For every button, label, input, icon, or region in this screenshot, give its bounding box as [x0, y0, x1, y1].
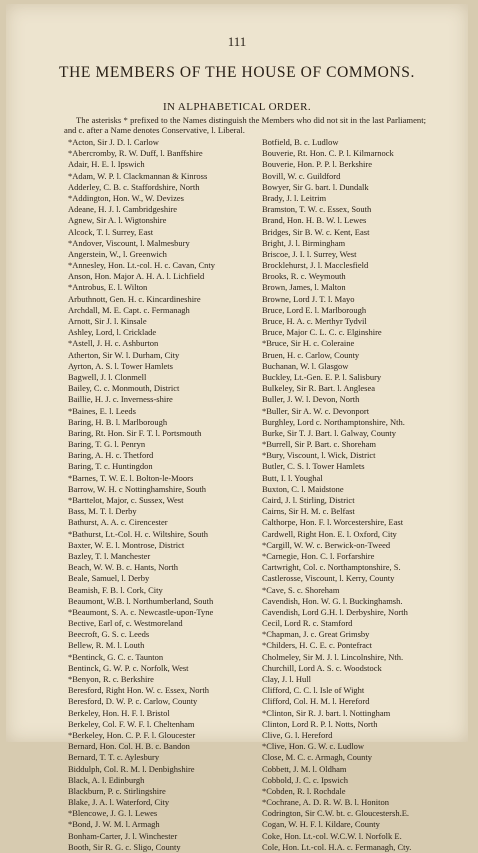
- member-entry: *Adam, W. P. l. Clackmannan & Kinross: [68, 170, 208, 181]
- member-entry: *Cave, S. c. Shoreham: [262, 584, 340, 595]
- member-entry: Atherton, Sir W. l. Durham, City: [68, 349, 180, 360]
- member-entry: Bruce, H. A. c. Merthyr Tydvil: [262, 316, 367, 326]
- member-entry: Buller, J. W. l. Devon, North: [262, 394, 360, 405]
- member-entry: *Bathurst, Lt.-Col. H. c. Wiltshire, South: [68, 528, 208, 539]
- member-entry: Archdall, M. E. Capt. c. Fermanagh: [68, 304, 190, 315]
- member-entry: Beach, W. W. B. c. Hants, North: [68, 562, 179, 573]
- member-entry: *Burrell, Sir P. Bart. c. Shoreham: [262, 439, 377, 450]
- member-entry: Butler, C. S. l. Tower Hamlets: [262, 461, 365, 472]
- member-entry: Anson, Hon. Major A. H. A. l. Lichfield: [68, 271, 205, 282]
- member-entry: *Chapman, J. c. Great Grimsby: [262, 629, 370, 640]
- member-entry: *Cargill, W. W. c. Berwick-on-Tweed: [262, 539, 391, 550]
- member-entry: Coke, Hon. Lt.-col. W.C.W. l. Norfolk E.: [262, 830, 402, 841]
- member-entry: Bruen, H. c. Carlow, County: [262, 349, 360, 360]
- member-entry: Cartwright, Col. c. Northamptonshire, S.: [262, 562, 401, 573]
- members-column-left: [68, 137, 256, 853]
- member-entry: Bovill, W. c. Guildford: [262, 170, 341, 181]
- member-entry: *Bond, J. W. M. l. Armagh: [68, 819, 160, 830]
- member-entry: Adderley, C. B. c. Staffordshire, North: [68, 181, 200, 192]
- member-entry: Biddulph, Col. R. M. l. Denbighshire: [68, 763, 195, 774]
- member-entry: Bazley, T. l. Manchester: [68, 550, 151, 561]
- member-entry: Brocklehurst, J. l. Macclesfield: [262, 260, 369, 271]
- member-entry: Baring, A. H. c. Thetford: [68, 450, 154, 461]
- member-entry: Bonham-Carter, J. l. Winchester: [68, 830, 178, 841]
- member-entry: *Benyon, R. c. Berkshire: [68, 674, 154, 684]
- member-entry: Burghley, Lord c. Northamptonshire, Nth.: [262, 416, 405, 427]
- member-entry: Bective, Earl of, c. Westmoreland: [68, 618, 183, 629]
- member-entry: Bailey, C. c. Monmouth, District: [68, 383, 180, 394]
- member-entry: *Cochrane, A. D. R. W. B. l. Honiton: [262, 797, 390, 808]
- member-entry: Ayrton, A. S. l. Tower Hamlets: [68, 360, 173, 371]
- member-entry: Churchill, Lord A. S. c. Woodstock: [262, 662, 382, 673]
- member-entry: *Blencowe, J. G. l. Lewes: [68, 808, 158, 819]
- member-entry: Buxton, C. l. Maidstone: [262, 483, 344, 494]
- members-column-right: [262, 137, 446, 853]
- member-entry: Buchanan, W. l. Glasgow: [262, 360, 349, 371]
- member-entry: Bentinck, G. W. P. c. Norfolk, West: [68, 662, 189, 673]
- member-entry: Bagwell, J. l. Clonmell: [68, 371, 147, 382]
- member-entry: *Addington, Hon. W., W. Devizes: [68, 192, 184, 203]
- member-entry: *Barnes, T. W. E. l. Bolton-le-Moors: [68, 472, 194, 483]
- member-entry: Baring, T. G. l. Penryn: [68, 439, 146, 450]
- member-entry: Bass, M. T. l. Derby: [68, 506, 137, 517]
- member-entry: Bulkeley, Sir R. Bart. l. Anglesea: [262, 383, 376, 394]
- member-entry: Brooks, R. c. Weymouth: [262, 271, 346, 282]
- member-entry: *Childers, H. C. E. c. Pontefract: [262, 640, 373, 651]
- member-entry: Cole, Hon. Lt.-col. H.A. c. Fermanagh, Cty.: [262, 841, 412, 852]
- member-entry: Bridges, Sir B. W. c. Kent, East: [262, 226, 370, 237]
- member-entry: Cavendish, Hon. W. G. l. Buckinghamsh.: [262, 595, 403, 606]
- member-entry: *Barttelot, Major, c. Sussex, West: [68, 495, 184, 505]
- member-entry: Agnew, Sir A. l. Wigtonshire: [68, 215, 167, 226]
- member-entry: Booth, Sir R. G. c. Sligo, County: [68, 841, 181, 852]
- member-entry: *Bentinck, G. C. c. Taunton: [68, 651, 164, 662]
- member-entry: Clinton, Lord R. P. l. Notts, North: [262, 718, 378, 729]
- member-entry: *Andover, Viscount, l. Malmesbury: [68, 237, 190, 248]
- member-entry: Close, M. C. c. Armagh, County: [262, 752, 373, 763]
- member-entry: Adeane, H. J. l. Cambridgeshire: [68, 204, 178, 215]
- member-entry: Cairns, Sir H. M. c. Belfast: [262, 506, 355, 517]
- member-entry: *Carnegie, Hon. C. l. Forfarshire: [262, 550, 375, 561]
- member-entry: Cavendish, Lord G.H. l. Derbyshire, North: [262, 606, 408, 617]
- member-entry: Cholmeley, Sir M. J. l. Lincolnshire, Nth.: [262, 651, 404, 662]
- member-entry: Castlerosse, Viscount, l. Kerry, County: [262, 573, 395, 584]
- member-entry: Brown, James, l. Malton: [262, 282, 346, 293]
- member-entry: Clay, J. l. Hull: [262, 674, 312, 684]
- member-entry: Calthorpe, Hon. F. l. Worcestershire, East: [262, 517, 404, 528]
- page-number: 111: [227, 34, 247, 49]
- member-entry: Baring, T. c. Huntingdon: [68, 461, 153, 472]
- member-entry: Berkeley, Col. F. W. F. l. Cheltenham: [68, 718, 195, 729]
- member-entry: Bernard, Hon. Col. H. B. c. Bandon: [68, 741, 190, 752]
- member-entry: Cobbett, J. M. l. Oldham: [262, 763, 347, 774]
- member-entry: Bowyer, Sir G. bart. l. Dundalk: [262, 181, 369, 192]
- member-entry: Burke, Sir T. J. Bart. l. Galway, County: [262, 427, 396, 438]
- member-entry: *Antrobus, E. l. Wilton: [68, 282, 148, 293]
- member-entry: Brand, Hon. H. B. W. l. Lewes: [262, 215, 367, 226]
- member-entry: Beale, Samuel, l. Derby: [68, 573, 150, 584]
- member-entry: Bright, J. l. Birmingham: [262, 237, 346, 248]
- member-entry: Bathurst, A. A. c. Cirencester: [68, 517, 168, 528]
- member-entry: *Annesley, Hon. Lt.-col. H. c. Cavan, Cnty: [68, 260, 215, 271]
- member-entry: Bellew, R. M. l. Louth: [68, 640, 145, 651]
- member-entry: *Astell, J. H. c. Ashburton: [68, 338, 159, 349]
- member-entry: *Clive, Hon. G. W. c. Ludlow: [262, 741, 364, 752]
- member-entry: Beecroft, G. S. c. Leeds: [68, 629, 150, 640]
- member-entry: Ashley, Lord, l. Cricklade: [68, 327, 157, 338]
- member-entry: Baxter, W. E. l. Montrose, District: [68, 539, 185, 550]
- member-entry: Beresford, D. W. P. c. Carlow, County: [68, 696, 198, 707]
- member-entry: Blackburn, P. c. Stirlingshire: [68, 785, 166, 796]
- member-entry: Adair, H. E. l. Ipswich: [68, 159, 145, 170]
- member-entry: *Abercromby, R. W. Duff, l. Banffshire: [68, 148, 203, 159]
- member-entry: *Berkeley, Hon. C. P. F. l. Gloucester: [68, 729, 196, 740]
- member-entry: Baring, H. B. l. Marlborough: [68, 416, 168, 427]
- member-entry: *Beaumont, S. A. c. Newcastle-upon-Tyne: [68, 606, 214, 617]
- member-entry: *Clinton, Sir R. J. bart. l. Nottingham: [262, 707, 391, 718]
- member-entry: Bouverie, Rt. Hon. C. P. l. Kilmarnock: [262, 148, 394, 159]
- member-entry: *Acton, Sir J. D. l. Carlow: [68, 137, 159, 147]
- member-entry: Cecil, Lord R. c. Stamford: [262, 618, 353, 629]
- member-entry: *Baines, E. l. Leeds: [68, 405, 136, 416]
- member-entry: Cogan, W. H. F. l. Kildare, County: [262, 819, 380, 830]
- member-entry: Blake, J. A. l. Waterford, City: [68, 797, 170, 808]
- member-entry: Bruce, Major C. L. C. c. Elginshire: [262, 327, 382, 338]
- member-entry: Bernard, T. T. c. Aylesbury: [68, 752, 160, 763]
- member-entry: Arnott, Sir J. l. Kinsale: [68, 316, 147, 326]
- member-entry: Berkeley, Hon. H. F. l. Bristol: [68, 707, 170, 718]
- member-entry: Black, A. l. Edinburgh: [68, 774, 145, 785]
- member-entry: Codrington, Sir C.W. bt. c. Gloucestersh.E.: [262, 808, 410, 819]
- member-entry: Bruce, Lord E. l. Marlborough: [262, 304, 367, 315]
- member-entry: *Bruce, Sir H. c. Coleraine: [262, 338, 355, 349]
- page-title: THE MEMBERS OF THE HOUSE OF COMMONS.: [59, 64, 415, 81]
- member-entry: Barrow, W. H. c Nottinghamshire, South: [68, 483, 207, 494]
- member-entry: *Cobden, R. l. Rochdale: [262, 785, 346, 796]
- member-entry: Clifford, Col. H. M. l. Hereford: [262, 696, 370, 707]
- member-entry: Butt, I. l. Youghal: [262, 472, 323, 483]
- book-page: [6, 4, 468, 852]
- member-entry: Bramston, T. W. c. Essex, South: [262, 204, 372, 215]
- member-entry: Beamish, F. B. l. Cork, City: [68, 584, 163, 595]
- member-entry: Angerstein, W., l. Greenwich: [68, 248, 167, 259]
- member-entry: Briscoe, J. I. l. Surrey, West: [262, 248, 357, 259]
- member-entry: Botfield, B. c. Ludlow: [262, 137, 339, 147]
- member-entry: Alcock, T. l. Surrey, East: [68, 226, 154, 237]
- member-entry: Arbuthnott, Gen. H. c. Kincardineshire: [68, 293, 201, 304]
- member-entry: Bouverie, Hon. P. P. l. Berkshire: [262, 159, 373, 170]
- member-entry: *Buller, Sir A. W. c. Devonport: [262, 405, 370, 416]
- member-entry: Caird, J. l. Stirling, District: [262, 495, 355, 505]
- member-entry: Clifford, C. C. l. Isle of Wight: [262, 685, 365, 696]
- member-entry: Baring, Rt. Hon. Sir F. T. l. Portsmouth: [68, 427, 202, 438]
- member-entry: Beaumont, W.B. l. Northumberland, South: [68, 595, 214, 606]
- member-entry: Browne, Lord J. T. l. Mayo: [262, 293, 355, 304]
- member-entry: Beresford, Right Hon. W. c. Essex, North: [68, 685, 209, 696]
- member-entry: *Bury, Viscount, l. Wick, District: [262, 450, 376, 461]
- member-entry: Cobbold, J. C. c. Ipswich: [262, 774, 348, 785]
- explanatory-note: The asterisks * prefixed to the Names distinguish the Members who did not sit in the last Parliament; and c. after a Name denotes Conservative, l. Liberal.: [64, 115, 426, 135]
- member-entry: Brady, J. l. Leitrim: [262, 192, 327, 203]
- member-entry: Buckley, Lt.-Gen. E. P. l. Salisbury: [262, 371, 382, 382]
- page-subtitle: IN ALPHABETICAL ORDER.: [162, 101, 312, 113]
- member-entry: Clive, G. l. Hereford: [262, 729, 333, 740]
- member-entry: Baillie, H. J. c. Inverness-shire: [68, 394, 173, 405]
- member-entry: Cardwell, Right Hon. E. l. Oxford, City: [262, 528, 397, 539]
